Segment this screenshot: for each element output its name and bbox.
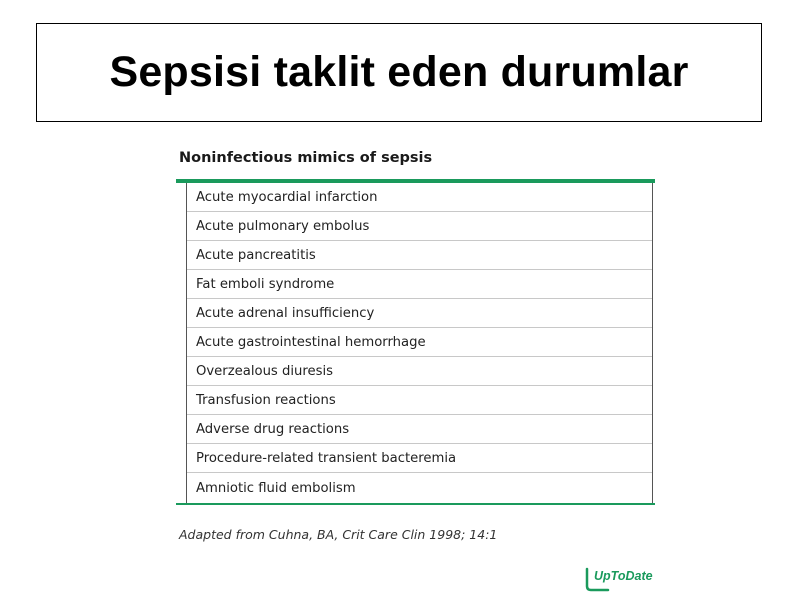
table-row: Fat emboli syndrome [187, 270, 652, 299]
table-row: Overzealous diuresis [187, 357, 652, 386]
table-row: Acute gastrointestinal hemorrhage [187, 328, 652, 357]
uptodate-logo-text: UpToDate [594, 569, 653, 583]
table-row: Acute myocardial infarction [187, 183, 652, 212]
table-title: Noninfectious mimics of sepsis [179, 150, 433, 166]
table-row: Amniotic fluid embolism [196, 480, 356, 496]
table-body [186, 183, 653, 503]
table-row: Procedure-related transient bacteremia [187, 444, 652, 473]
table-row: Transfusion reactions [187, 386, 652, 415]
slide-title-box [36, 23, 762, 122]
table-row: Adverse drug reactions [187, 415, 652, 444]
table-row: Acute adrenal insufficiency [187, 299, 652, 328]
table-row: Acute pancreatitis [187, 241, 652, 270]
slide-title: Sepsisi taklit eden durumlar [109, 48, 689, 96]
mimics-table [176, 179, 655, 505]
table-footnote: Adapted from Cuhna, BA, Crit Care Clin 1998; 14:1 [179, 527, 498, 542]
table-row: Acute pulmonary embolus [187, 212, 652, 241]
